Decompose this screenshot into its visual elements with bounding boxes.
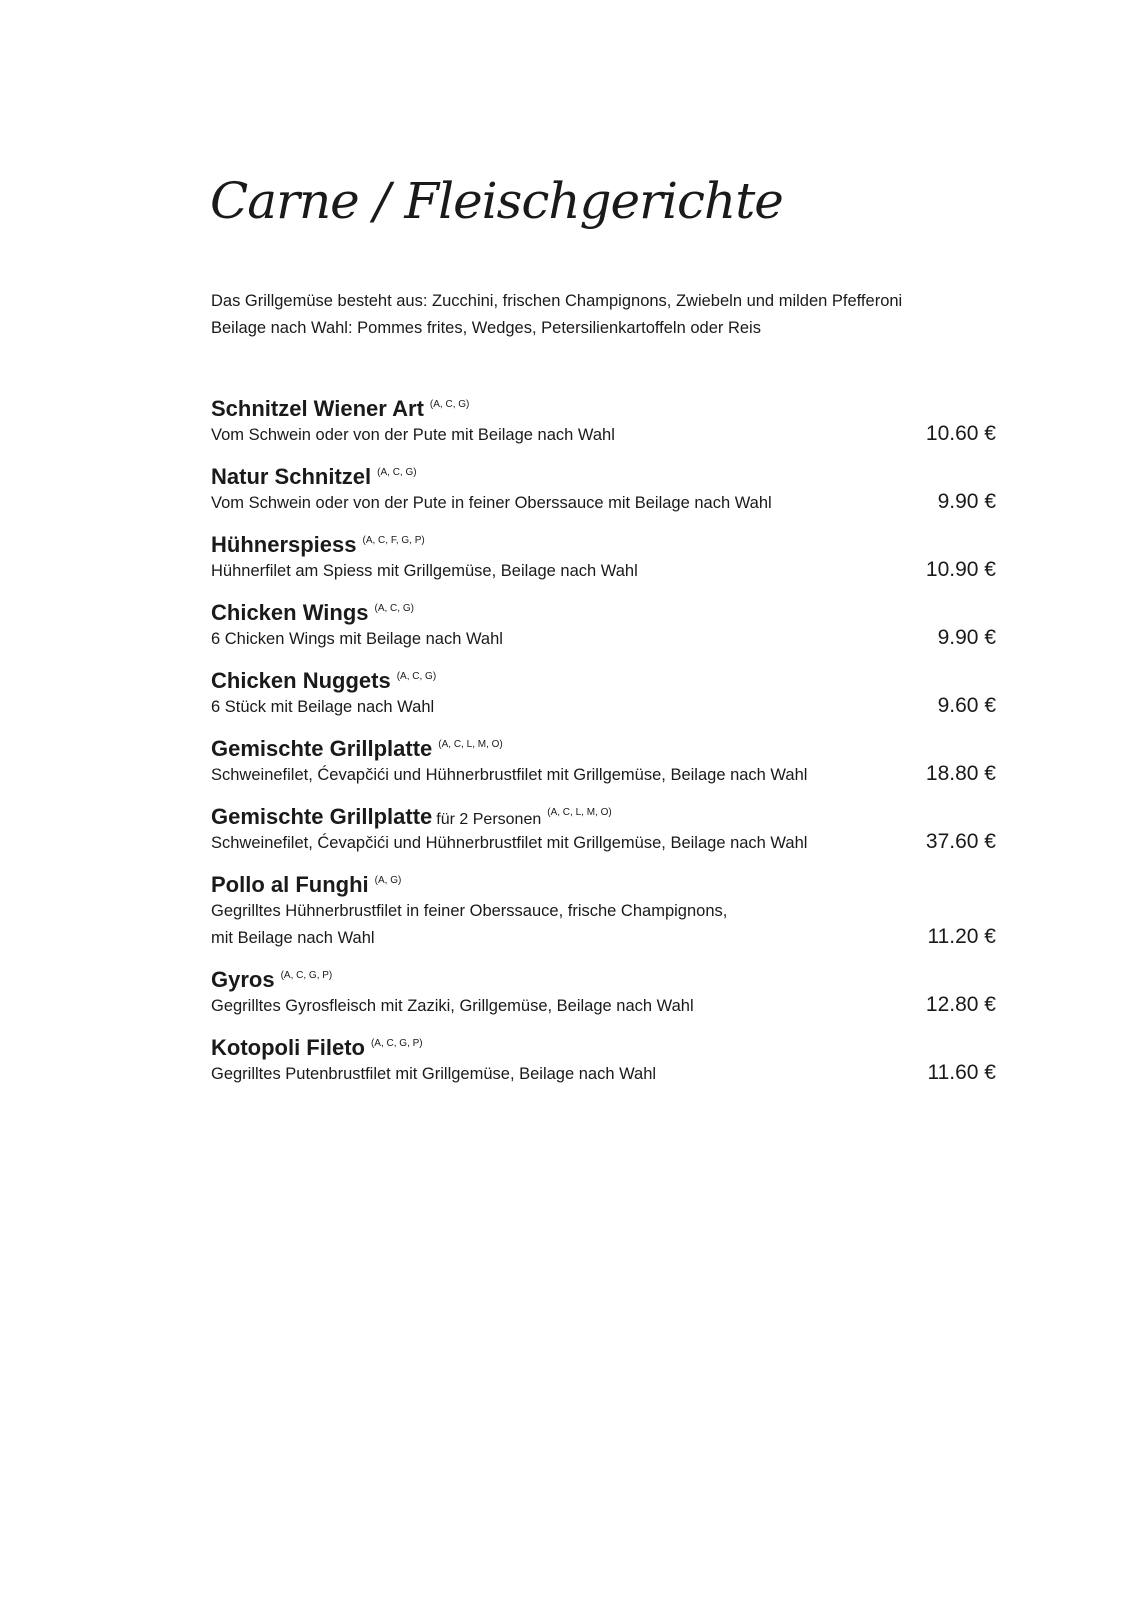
menu-item-price: 10.90 € — [925, 558, 996, 581]
menu-item-name: Pollo al Funghi — [211, 872, 369, 897]
menu-item-name: Natur Schnitzel — [211, 464, 372, 489]
menu-item-allergens: (A, C, L, M, O) — [438, 739, 503, 750]
menu-item-allergens: (A, C, G, P) — [280, 970, 333, 981]
intro-text — [211, 288, 902, 342]
menu-item — [211, 524, 999, 585]
menu-item-description: Gegrilltes Gyrosfleisch mit Zaziki, Grillgemüse, Beilage nach Wahl — [211, 997, 694, 1015]
menu-item-allergens: (A, C, L, M, O) — [547, 807, 612, 818]
menu-item-price: 9.60 € — [937, 694, 996, 717]
menu-item-name: Gemischte Grillplatte — [211, 804, 433, 829]
menu-item-description: Vom Schwein oder von der Pute mit Beilage nach Wahl — [211, 426, 615, 444]
menu-item-heading — [211, 388, 999, 422]
menu-item — [211, 456, 999, 517]
menu-item-name: Chicken Wings — [211, 600, 369, 625]
menu-item-name: Hühnerspiess — [211, 532, 357, 557]
menu-item-price: 37.60 € — [925, 830, 996, 853]
menu-item — [211, 959, 999, 1020]
menu-item-price: 18.80 € — [925, 762, 996, 785]
menu-item — [211, 796, 999, 857]
menu-item-allergens: (A, C, F, G, P) — [362, 535, 425, 546]
menu-item-price: 11.60 € — [927, 1061, 996, 1084]
menu-item-allergens: (A, G) — [374, 875, 402, 886]
menu-item-description: Gegrilltes Hühnerbrustfilet in feiner Oberssauce, frische Champignons, — [211, 902, 728, 920]
menu-item-name: Schnitzel Wiener Art — [211, 396, 424, 421]
menu-item-description: Vom Schwein oder von der Pute in feiner Oberssauce mit Beilage nach Wahl — [211, 494, 772, 512]
menu-item-description: 6 Stück mit Beilage nach Wahl — [211, 698, 435, 716]
menu-item-allergens: (A, C, G) — [396, 671, 437, 682]
intro-line-sides: Beilage nach Wahl: Pommes frites, Wedges, Petersilienkartoffeln oder Reis — [211, 319, 761, 337]
menu-item-heading — [211, 524, 999, 558]
menu-item-allergens: (A, C, G, P) — [370, 1038, 423, 1049]
menu-item — [211, 864, 999, 952]
menu-list — [211, 388, 999, 1088]
menu-item — [211, 728, 999, 789]
menu-item-description: Schweinefilet, Ćevapčići und Hühnerbrustfilet mit Grillgemüse, Beilage nach Wahl — [211, 766, 808, 784]
menu-item-heading — [211, 1027, 999, 1061]
menu-item-price: 11.20 € — [927, 925, 996, 948]
menu-item-heading — [211, 796, 999, 830]
menu-item-description: 6 Chicken Wings mit Beilage nach Wahl — [211, 630, 503, 648]
menu-item-description: Schweinefilet, Ćevapčići und Hühnerbrustfilet mit Grillgemüse, Beilage nach Wahl — [211, 834, 808, 852]
menu-item-price: 9.90 € — [937, 490, 996, 513]
menu-item-name: Gyros — [211, 967, 275, 992]
menu-item-description: mit Beilage nach Wahl — [211, 929, 375, 947]
menu-item-heading — [211, 864, 999, 898]
menu-item-name: Kotopoli Fileto — [211, 1035, 365, 1060]
menu-item-name: Gemischte Grillplatte — [211, 736, 433, 761]
intro-line-vegetables: Das Grillgemüse besteht aus: Zucchini, frischen Champignons, Zwiebeln und milden Pfefferoni — [211, 292, 903, 310]
menu-item — [211, 1027, 999, 1088]
menu-item — [211, 388, 999, 449]
menu-item-allergens: (A, C, G) — [429, 399, 470, 410]
menu-item-heading — [211, 959, 999, 993]
menu-item-allergens: (A, C, G) — [374, 603, 414, 614]
menu-item-price: 12.80 € — [925, 993, 996, 1016]
menu-item-description: Hühnerfilet am Spiess mit Grillgemüse, Beilage nach Wahl — [211, 562, 638, 580]
menu-item-name: Chicken Nuggets — [211, 668, 391, 693]
menu-item — [211, 592, 999, 653]
menu-item-heading — [211, 592, 999, 626]
menu-item-heading — [211, 660, 999, 694]
menu-item-heading — [211, 456, 999, 490]
page-title: Carne / Fleischgerichte — [210, 172, 783, 230]
menu-item — [211, 660, 999, 721]
menu-item-serving-note: für 2 Personen — [436, 811, 542, 828]
menu-item-heading — [211, 728, 999, 762]
menu-item-price: 9.90 € — [937, 626, 996, 649]
menu-item-allergens: (A, C, G) — [377, 467, 417, 478]
menu-item-price: 10.60 € — [925, 422, 996, 445]
menu-item-description: Gegrilltes Putenbrustfilet mit Grillgemüse, Beilage nach Wahl — [211, 1065, 657, 1083]
